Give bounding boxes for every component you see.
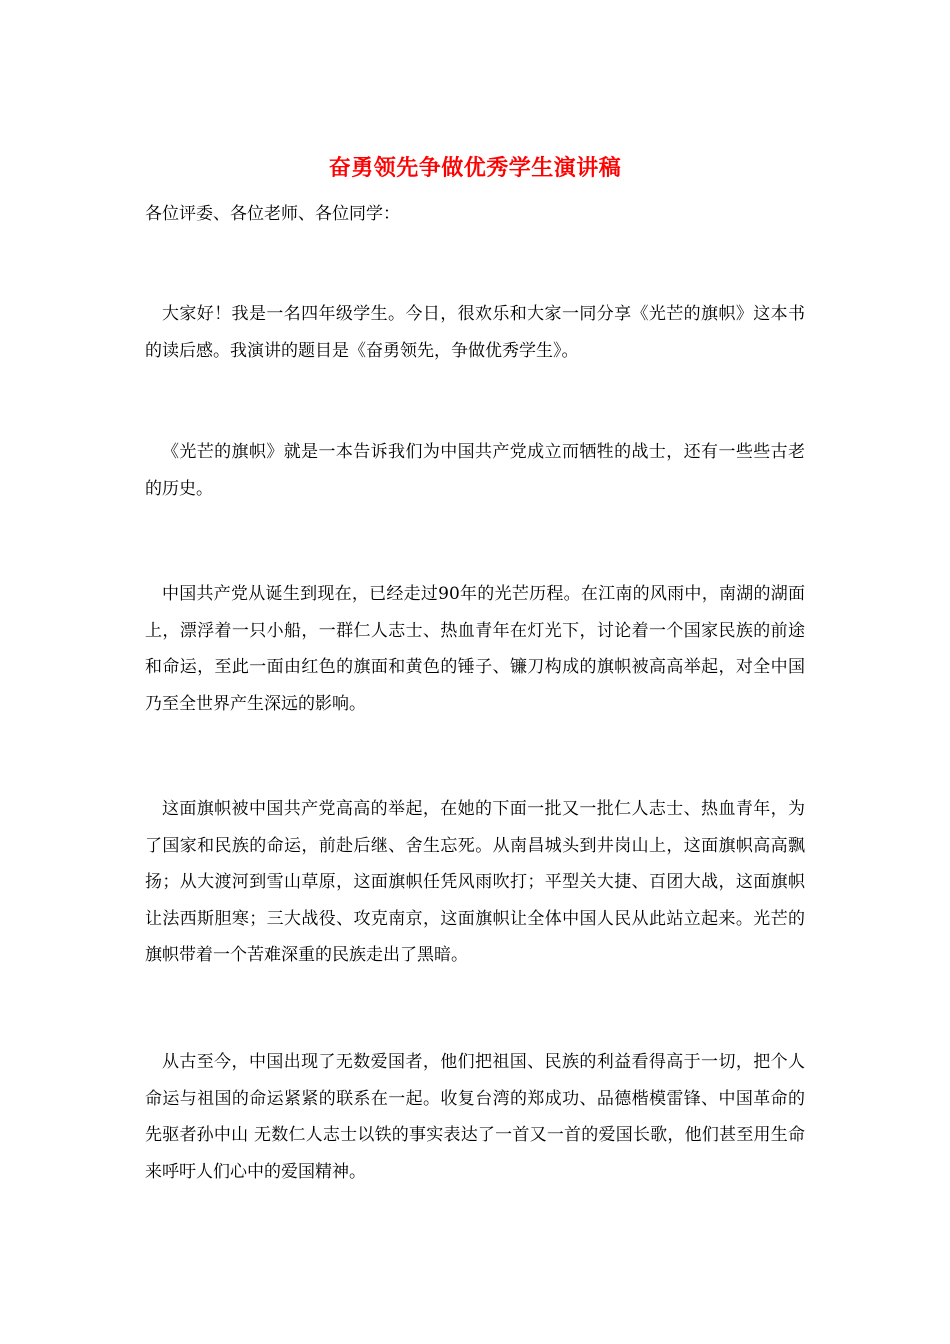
document-title: 奋勇领先争做优秀学生演讲稿 — [328, 155, 622, 181]
paragraph-3: 中国共产党从诞生到现在，已经走过90年的光芒历程。在江南的风雨中，南湖的湖面上，漂浮着一只小船，一群仁人志士、热血青年在灯光下，讨论着一个国家民族的前途和命运，至此一面由红色的旗面和黄色的锤子、镰刀构成的旗帜被高高举起，对全中国乃至全世界产生深远的影响。 — [145, 584, 805, 714]
salutation: 各位评委、各位老师、各位同学： — [145, 204, 400, 224]
paragraph-1: 大家好！我是一名四年级学生。今日，很欢乐和大家一同分享《光芒的旗帜》这本书的读后感。我演讲的题目是《奋勇领先，争做优秀学生》。 — [145, 304, 805, 361]
paragraph-5: 从古至今，中国出现了无数爱国者，他们把祖国、民族的利益看得高于一切，把个人命运与祖国的命运紧紧的联系在一起。收复台湾的郑成功、品德楷模雷锋、中国革命的先驱者孙中山 无数仁人志士以铁的事实表达了一首又一首的爱国长歌，他们甚至用生命来呼吁人们心中的爱国精神。 — [145, 1052, 805, 1182]
paragraph-4: 这面旗帜被中国共产党高高的举起，在她的下面一批又一批仁人志士、热血青年，为了国家和民族的命运，前赴后继、舍生忘死。从南昌城头到井岗山上，这面旗帜高高飘扬；从大渡河到雪山草原，这面旗帜任凭风雨吹打；平型关大捷、百团大战，这面旗帜让法西斯胆寒；三大战役、攻克南京，这面旗帜让全体中国人民从此站立起来。光芒的旗帜带着一个苦难深重的民族走出了黑暗。 — [145, 799, 805, 965]
paragraph-2: 《光芒的旗帜》就是一本告诉我们为中国共产党成立而牺牲的战士，还有一些些古老的历史。 — [145, 442, 805, 499]
